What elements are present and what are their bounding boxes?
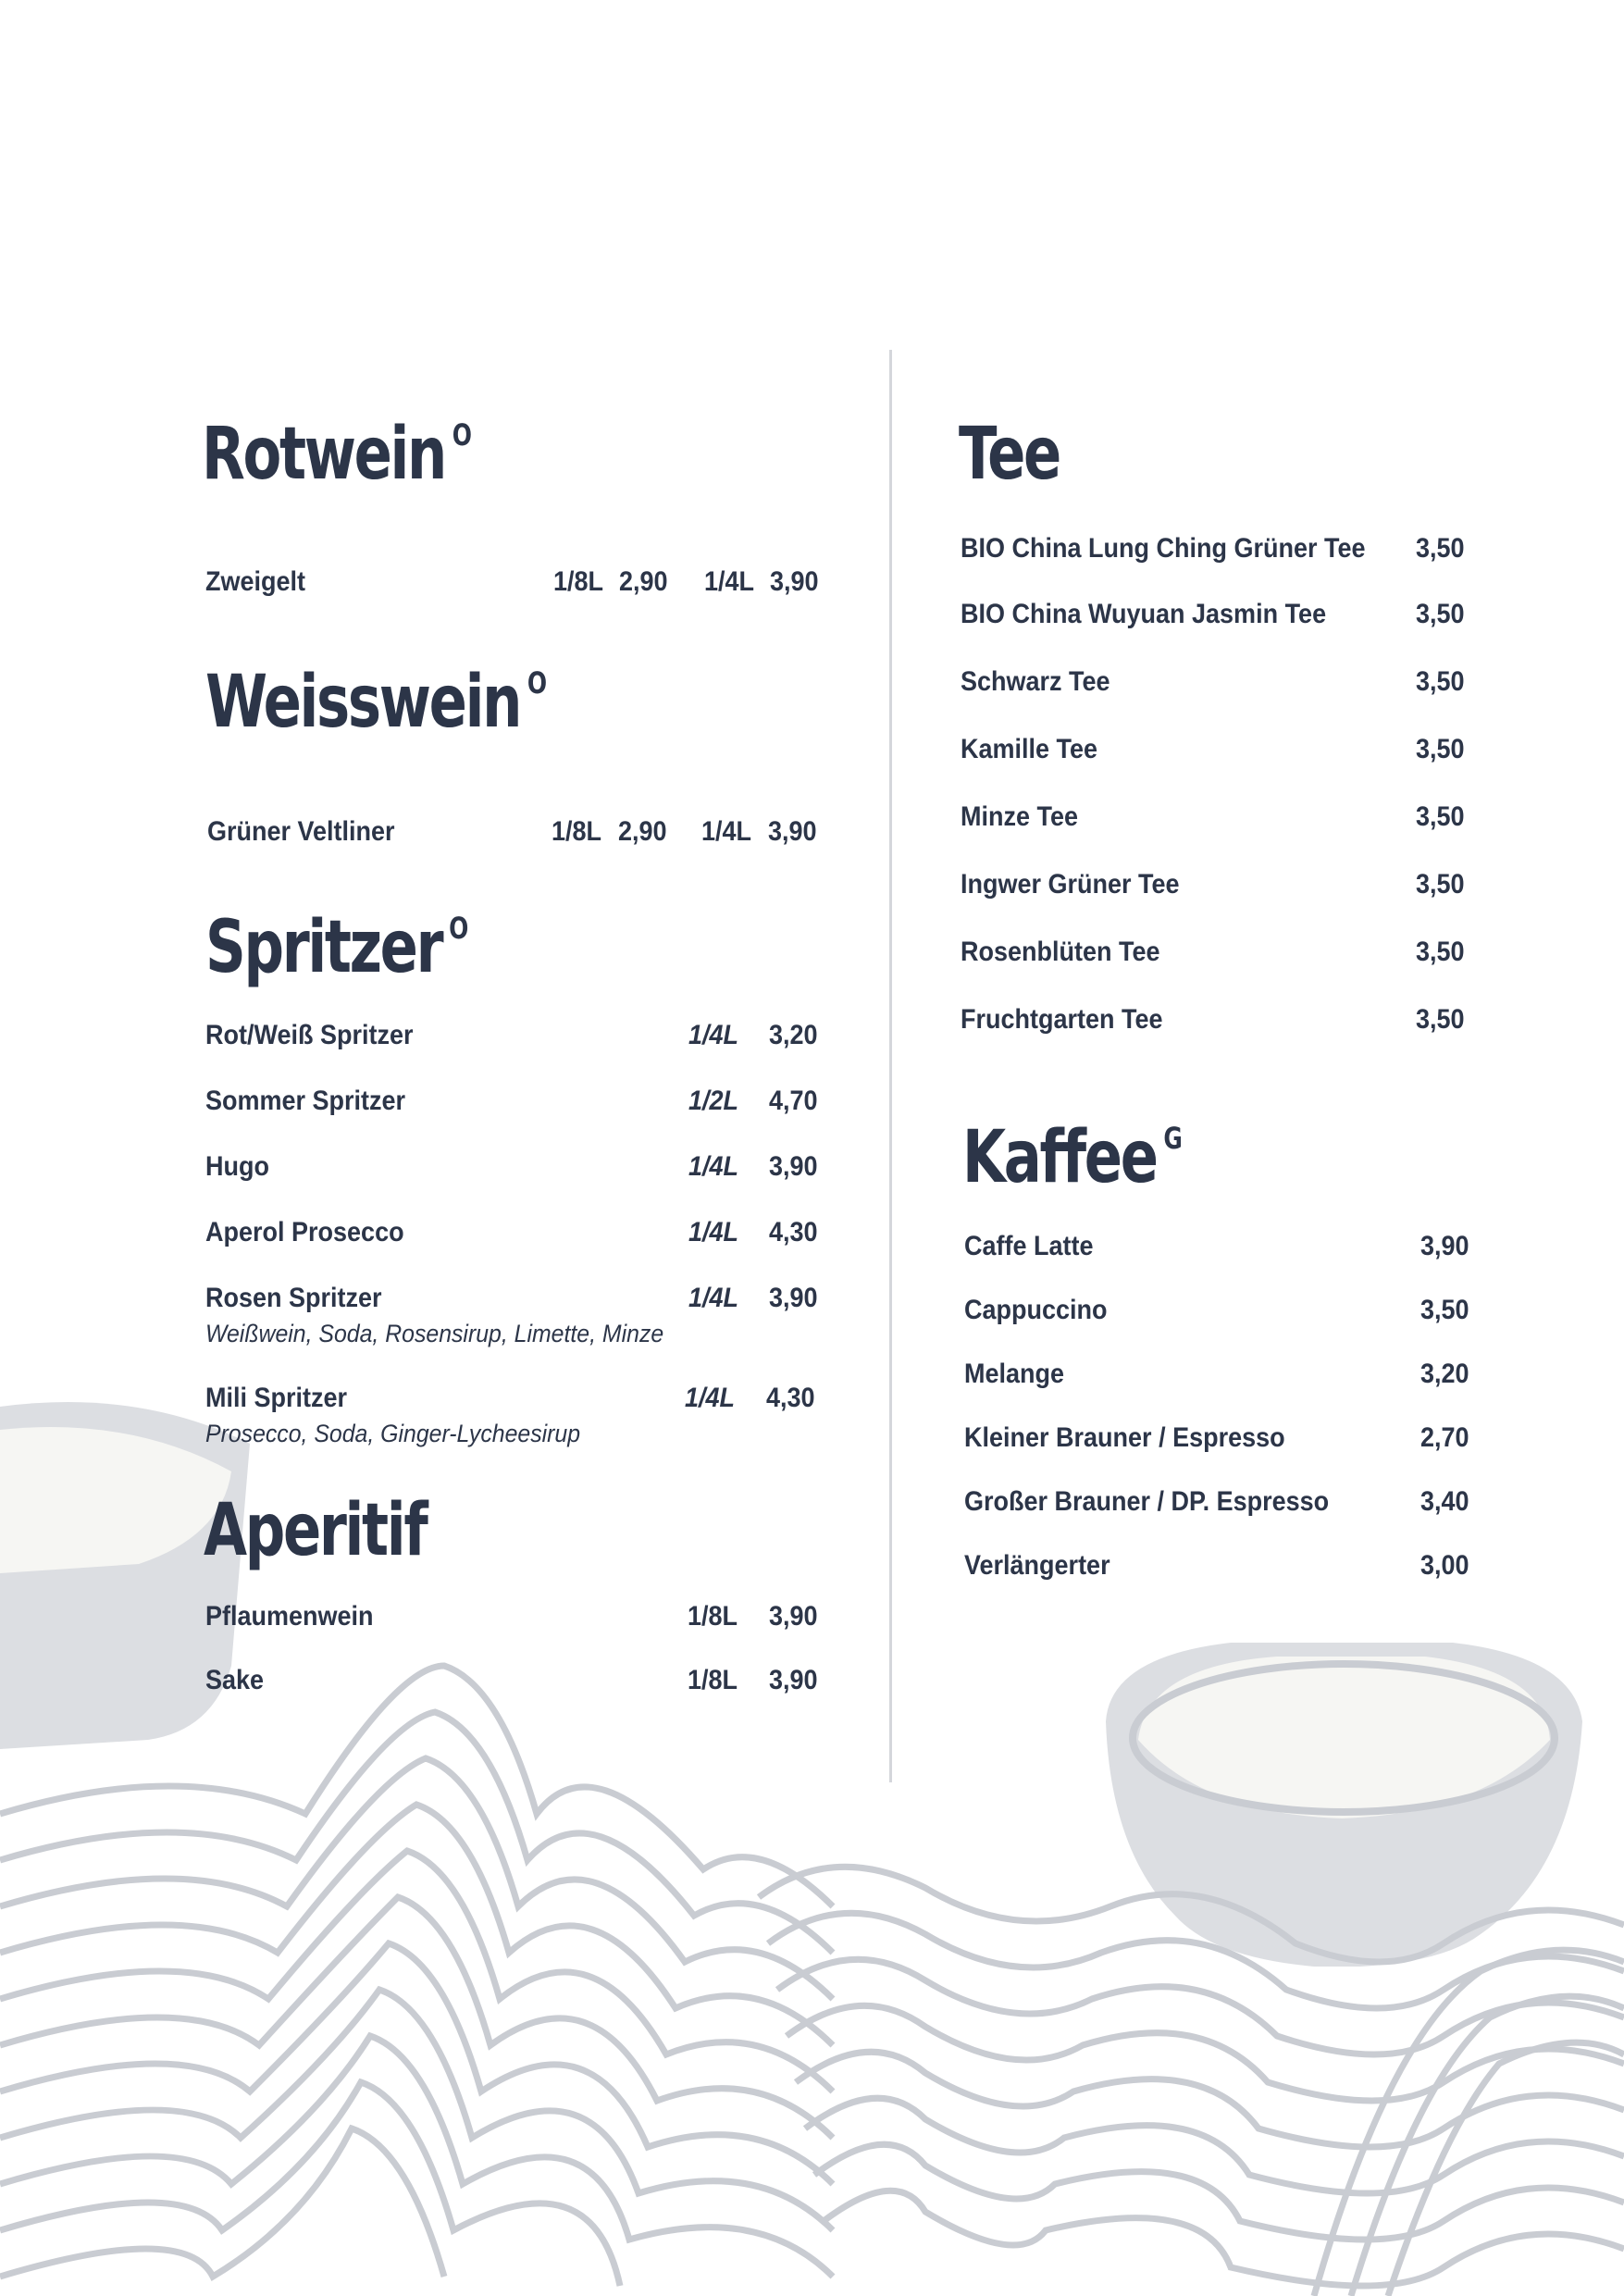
item-price: 3,50 (1416, 533, 1465, 564)
item-price: 3,90 (770, 566, 819, 597)
item-price: 3,90 (769, 1601, 818, 1632)
item-size: 1/4L (685, 1383, 736, 1413)
item-name: Kamille Tee (961, 734, 1098, 764)
section-title-tee: Tee (959, 413, 1060, 496)
allergen-code: G (1163, 1121, 1183, 1156)
item-name: Melange (964, 1359, 1065, 1389)
item-name: Fruchtgarten Tee (961, 1004, 1163, 1035)
item-price: 2,90 (619, 566, 668, 597)
allergen-code: O (527, 665, 548, 701)
item-price: 3,50 (1420, 1295, 1469, 1325)
item-size: 1/8L (688, 1601, 738, 1632)
item-name: Rosen Spritzer (205, 1283, 382, 1313)
item-name: Verlängerter (964, 1550, 1110, 1581)
item-price: 3,50 (1416, 734, 1465, 764)
item-price: 3,40 (1420, 1486, 1469, 1517)
item-name: Kleiner Brauner / Espresso (964, 1422, 1285, 1453)
section-title-spritzer: Spritzer $^O$ (205, 906, 469, 989)
item-name: Schwarz Tee (961, 666, 1110, 697)
item-size: 1/8L (553, 566, 604, 597)
item-name: Großer Brauner / DP. Espresso (964, 1486, 1330, 1517)
item-price: 4,30 (766, 1383, 815, 1413)
item-price: 3,50 (1416, 1004, 1465, 1035)
item-price: 3,90 (768, 816, 817, 847)
item-size: 1/4L (688, 1217, 739, 1247)
item-size: 1/8L (688, 1665, 738, 1695)
item-name: Zweigelt (205, 566, 306, 597)
item-size: 1/8L (552, 816, 602, 847)
section-title-kaffee: Kaffee $^G$ (962, 1116, 1183, 1199)
allergen-code: O (449, 911, 469, 946)
item-name: Caffe Latte (964, 1231, 1094, 1261)
item-price: 3,50 (1416, 599, 1465, 629)
item-name: Sake (205, 1665, 265, 1695)
item-size: 1/4L (688, 1283, 739, 1313)
item-name: Minze Tee (961, 801, 1079, 832)
item-price: 3,50 (1416, 869, 1465, 900)
item-name: Cappuccino (964, 1295, 1108, 1325)
item-price: 3,90 (769, 1151, 818, 1182)
item-name: Sommer Spritzer (205, 1086, 406, 1116)
item-price: 3,50 (1416, 666, 1465, 697)
item-price: 3,50 (1416, 937, 1465, 967)
item-size: 1/4L (704, 566, 755, 597)
item-description: Prosecco, Soda, Ginger-Lycheesirup (205, 1420, 581, 1447)
item-size: 1/4L (701, 816, 752, 847)
item-name: Mili Spritzer (205, 1383, 348, 1413)
item-size: 1/4L (688, 1151, 739, 1182)
item-name: Hugo (205, 1151, 269, 1182)
section-title-aperitif: Aperitif (204, 1489, 427, 1572)
item-price: 3,50 (1416, 801, 1465, 832)
item-price: 4,30 (769, 1217, 818, 1247)
item-price: 2,90 (618, 816, 667, 847)
item-size: 1/4L (688, 1020, 739, 1050)
item-price: 2,70 (1420, 1422, 1469, 1453)
item-name: Ingwer Grüner Tee (961, 869, 1180, 900)
item-price: 3,90 (769, 1665, 818, 1695)
section-title-weisswein: Weisswein $^O$ (205, 661, 548, 744)
item-name: Rosenblüten Tee (961, 937, 1160, 967)
item-price: 3,90 (769, 1283, 818, 1313)
item-price: 3,20 (769, 1020, 818, 1050)
allergen-code: O (452, 417, 473, 453)
section-title-rotwein: Rotwein $^O$ (202, 413, 473, 496)
item-price: 3,90 (1420, 1231, 1469, 1261)
item-name: BIO China Lung Ching Grüner Tee (961, 533, 1366, 564)
item-name: Rot/Weiß Spritzer (205, 1020, 414, 1050)
item-description: Weißwein, Soda, Rosensirup, Limette, Minze (205, 1320, 664, 1347)
rice-bowl-right-illustration (1106, 1643, 1582, 1967)
item-price: 4,70 (769, 1086, 818, 1116)
item-name: BIO China Wuyuan Jasmin Tee (961, 599, 1327, 629)
item-price: 3,00 (1420, 1550, 1469, 1581)
rice-bowl-left-illustration (0, 1402, 250, 1749)
column-divider (889, 350, 892, 1782)
item-name: Pflaumenwein (205, 1601, 374, 1632)
item-name: Aperol Prosecco (205, 1217, 404, 1247)
item-price: 3,20 (1420, 1359, 1469, 1389)
item-name: Grüner Veltliner (207, 816, 395, 847)
item-size: 1/2L (688, 1086, 739, 1116)
